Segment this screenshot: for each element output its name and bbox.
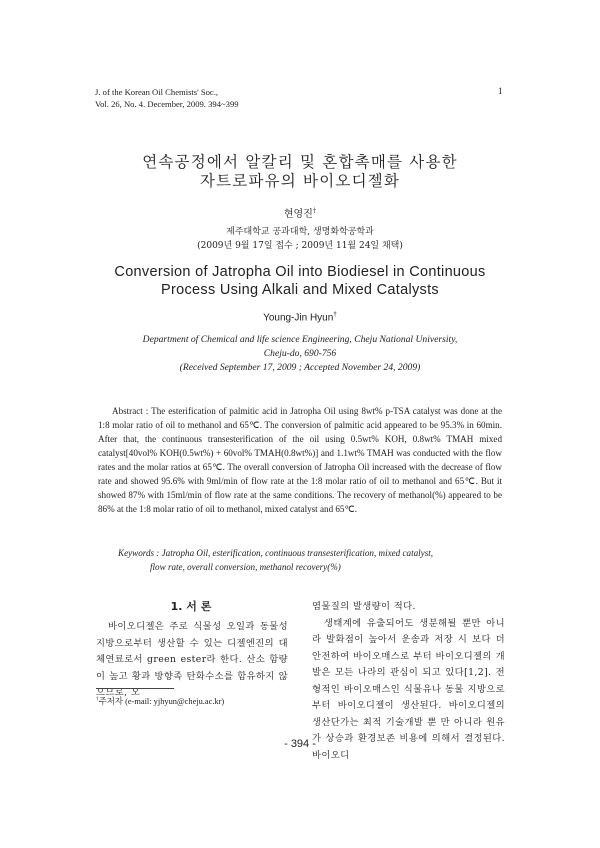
english-dates: (Received September 17, 2009 ; Accepted November 24, 2009) xyxy=(179,362,421,373)
english-author-name: Young-Jin Hyun xyxy=(263,312,334,324)
english-title xyxy=(0,263,600,299)
body-right-paragraph-2: 생태계에 유출되어도 생분해될 뿐만 아니라 발화점이 높아서 운송과 저장 시 보다 더 안전하여 바이오매스로 부터 바이오디젤의 개발은 모든 나라의 관심이 되고 있다[1,2]. 전형적인 바이오매스인 식물유나 동물 지방으로 부터 바이오디젤이 생산된다. 바이오디젤의 생산단가는 최적 기술개발 뿐 만 아니라 원유가 상승과 환경보존 비용에 의해서 결정된다. 바이오디 xyxy=(312,617,505,761)
korean-author-name: 현영진 xyxy=(283,209,313,220)
keywords-line1: Keywords : Jatropha Oil, esterification, continuous transesterification, mixed catalyst, xyxy=(118,548,434,558)
page-number-top: 1 xyxy=(498,86,503,96)
journal-name: J. of the Korean Oil Chemists' Soc., xyxy=(95,87,219,97)
korean-affiliation xyxy=(0,225,600,253)
korean-title-line2: 자트로파유의 바이오디젤화 xyxy=(199,172,401,190)
korean-affiliation-name: 제주대학교 공과대학, 생명화학공학과 xyxy=(226,227,374,237)
section-title: 1. 서 론 xyxy=(170,600,212,613)
body-left-column: 바이오디젤은 주로 식물성 오일과 동물성 지방으로부터 생산할 수 있는 디젤엔진의 대체연료로서 green ester라 한다. 산소 함량이 높고 황과 방향족 탄화수소를 함유하지 않으므로, 오 xyxy=(96,621,288,698)
journal-volume: Vol. 26, No. 4. December, 2009. 394~399 xyxy=(95,99,239,109)
footnote xyxy=(96,695,224,707)
english-title-line2: Process Using Alkali and Mixed Catalysts xyxy=(161,282,439,298)
body-right-paragraph-1: 염물질의 발생량이 적다. xyxy=(312,601,416,612)
english-affiliation xyxy=(0,333,600,375)
english-author xyxy=(0,311,600,323)
english-title-line1: Conversion of Jatropha Oil into Biodiesel in Continuous xyxy=(114,264,486,280)
english-author-mark: † xyxy=(333,311,337,318)
keywords-line2: flow rate, overall conversion, methanol recovery(%) xyxy=(150,562,341,572)
english-affiliation-line1: Department of Chemical and life science Engineering, Cheju National University, xyxy=(142,334,458,345)
footnote-text: 주저자 (e-mail: yjhyun@cheju.ac.kr) xyxy=(98,697,225,706)
abstract-text: : The esterification of palmitic acid in Jatropha Oil using 8wt% p-TSA catalyst was done at the 1:8 molar ratio of oil to methanol and 65℃. The conversion of palmitic acid appeared to be 95.3% in 60min. After that, the continuous transesterification of the oil using 0.5wt% KOH, 0.8wt% TMAH mixed catalyst[40vol% KOH(0.5wt%) + 60vol% TMAH(0.8wt%)] and 1.1wt% TMAH was conducted with the flow rates and the molar ratios at 65℃. The overall conversion of Jatropha Oil increased with the decrease of flow rate and showed 95.6% with 9ml/min of flow rate at the 1:8 molar ratio of oil to methanol and 65℃. But it showed 87% with 15ml/min of flow rate at the same conditions. The recovery of methanol(%) appeared to be 86% at the 1:8 molar ratio of oil to methanol, mixed catalyst and 65℃. xyxy=(98,406,502,514)
korean-author xyxy=(0,205,600,220)
footnote-mark: † xyxy=(96,696,99,703)
korean-dates: (2009년 9월 17일 접수 ; 2009년 11월 24일 채택) xyxy=(197,241,403,251)
abstract-label: Abstract xyxy=(112,406,143,416)
korean-author-mark: † xyxy=(312,206,317,215)
korean-title-line1: 연속공정에서 알칼리 및 혼합촉매를 사용한 xyxy=(142,153,458,171)
keywords xyxy=(118,546,498,574)
abstract xyxy=(98,404,502,516)
korean-title xyxy=(0,153,600,191)
journal-citation xyxy=(95,86,239,110)
page-number-bottom: - 394 - xyxy=(284,738,316,750)
footnote-rule xyxy=(96,688,174,689)
english-affiliation-line2: Cheju-do, 690-756 xyxy=(263,348,337,359)
